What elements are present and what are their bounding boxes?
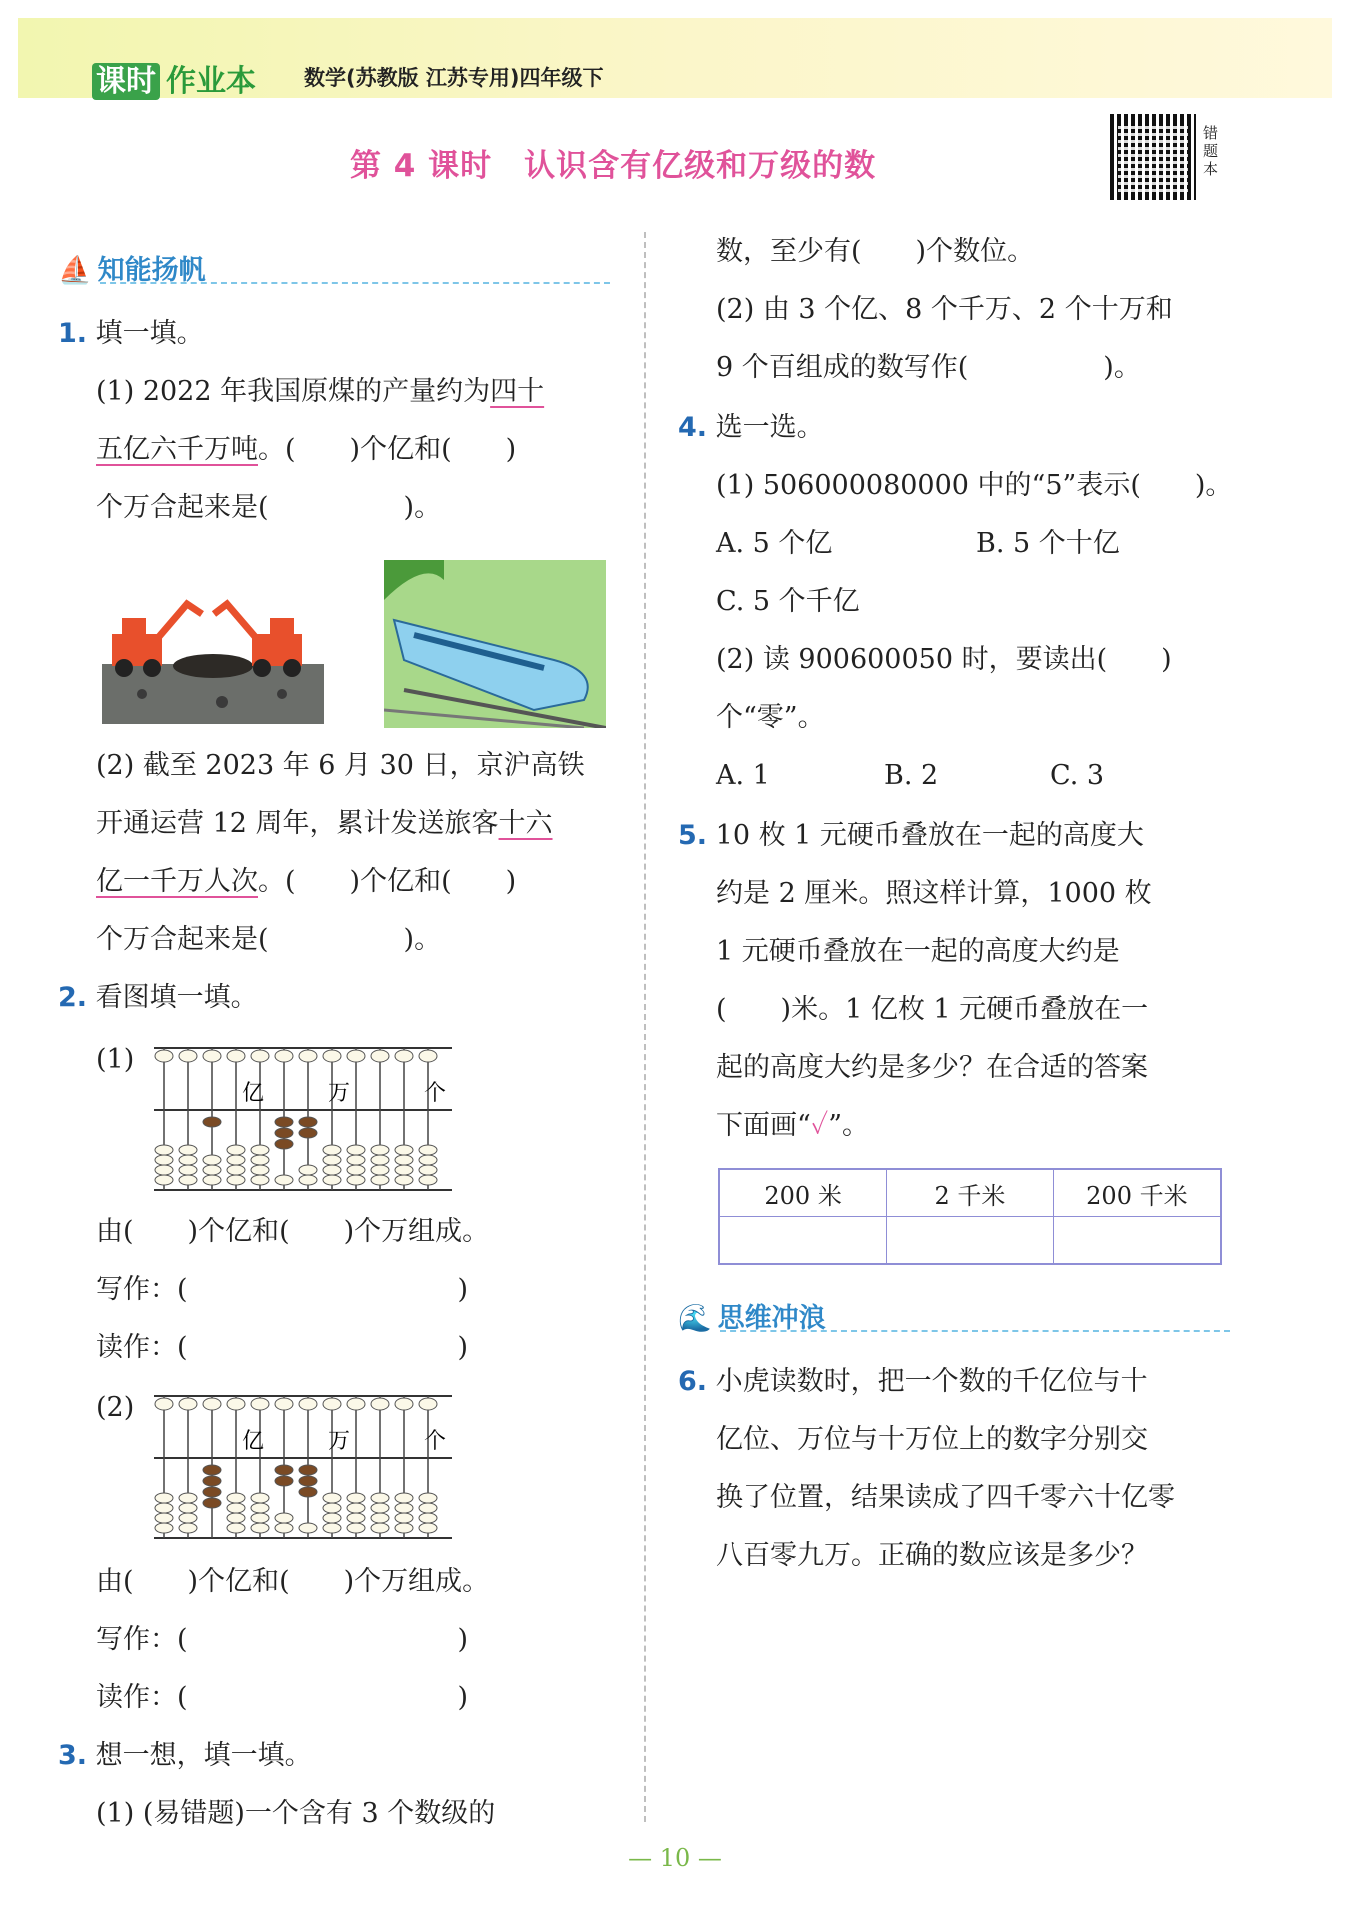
q1-p1-c: 五亿六千万吨 [96, 434, 258, 465]
q4-o2A: A. 1 [716, 760, 770, 791]
q5-number: 5. [678, 820, 708, 851]
table-header-1: 200 米 [719, 1169, 887, 1217]
q4-optB: B. 5 个十亿 [976, 528, 1120, 559]
train-illustration [384, 560, 606, 728]
q6-line2: 亿位、万位与十万位上的数字分别交 [716, 1424, 1148, 1455]
q1-p2-b: 开通运营 12 周年，累计发送旅客 [96, 808, 499, 839]
q1-p1-line1 [96, 376, 544, 408]
q1-p2-e: 。( )个亿和( ) [258, 866, 517, 897]
q2-1-write: 写作：( ) [96, 1274, 469, 1305]
q2-1-compose: 由( )个亿和( )个万组成。 [96, 1216, 490, 1247]
q6-l1: 小虎读数时，把一个数的千亿位与十 [715, 1366, 1148, 1397]
answer-cell-1[interactable] [719, 1217, 887, 1265]
q5-line5: 起的高度大约是多少？在合适的答案 [716, 1052, 1148, 1083]
answer-table [718, 1168, 1222, 1265]
section-title-1: 知能扬帆 [97, 255, 206, 286]
page-number: — 10 — [628, 1844, 722, 1872]
table-header-2: 2 千米 [887, 1169, 1054, 1217]
q1-p2-c: 十六 [498, 808, 553, 839]
abacus2-label-ge: 个 [424, 1429, 447, 1454]
q2-number: 2. [58, 982, 88, 1013]
section-line-1 [100, 282, 610, 284]
q4-heading [678, 412, 824, 444]
column-divider [644, 232, 646, 1822]
q1-p2-line1: (2) 截至 2023 年 6 月 30 日，京沪高铁 [96, 750, 585, 781]
answer-cell-2[interactable] [887, 1217, 1054, 1265]
q1-heading [58, 318, 204, 350]
q2-label-1: (1) [96, 1044, 135, 1075]
abacus-2 [150, 1390, 460, 1540]
section-title-2: 思维冲浪 [717, 1303, 826, 1334]
q3-heading [58, 1740, 312, 1772]
q5-line6 [716, 1110, 869, 1142]
q1-p2-line3 [96, 866, 516, 898]
q4-o2C: C. 3 [1050, 760, 1105, 791]
q6-line3: 换了位置，结果读成了四千零六十亿零 [716, 1482, 1175, 1513]
q1-p2-d: 亿一千万人次 [96, 866, 258, 897]
q1-title: 填一填。 [95, 318, 204, 349]
checkmark-icon: ✓ [810, 1110, 829, 1141]
q6-line1 [678, 1366, 1148, 1398]
lesson-title: 第 4 课时 认识含有亿级和万级的数 [350, 148, 877, 184]
abacus1-label-yi: 亿 [242, 1081, 265, 1106]
qr-code-icon[interactable] [1110, 114, 1196, 200]
logo-text-b: 作业本 [166, 64, 256, 99]
q2-1-read: 读作：( ) [96, 1332, 469, 1363]
abacus1-label-wan: 万 [328, 1081, 351, 1106]
q1-p2-line2 [96, 808, 553, 840]
q2-heading [58, 982, 258, 1014]
q2-label-2: (2) [96, 1392, 135, 1423]
q5-l6c: ”。 [828, 1110, 870, 1141]
q1-p1-d: 。( )个亿和( ) [258, 434, 517, 465]
q1-p1-line2 [96, 434, 516, 466]
q2-title: 看图填一填。 [95, 982, 258, 1013]
answer-cell-3[interactable] [1053, 1217, 1221, 1265]
q4-optA: A. 5 个亿 [716, 528, 833, 559]
q3-title: 想一想，填一填。 [95, 1740, 312, 1771]
q6-number: 6. [678, 1366, 708, 1397]
q5-line3: 1 元硬币叠放在一起的高度大约是 [716, 936, 1120, 967]
q5-line2: 约是 2 厘米。照这样计算，1000 枚 [716, 878, 1152, 909]
q1-p1-a: (1) 2022 年我国原煤的产量约为 [96, 376, 491, 407]
q5-line4: ( )米。1 亿枚 1 元硬币叠放在一 [716, 994, 1149, 1025]
q4-p2-line1: (2) 读 900600050 时，要读出( ) [716, 644, 1172, 675]
abacus2-label-wan: 万 [328, 1429, 351, 1454]
book-subtitle: 数学(苏教版 江苏专用)四年级下 [304, 66, 604, 90]
section-line-2 [720, 1330, 1230, 1332]
sailboat-icon: ⛵ [58, 255, 92, 286]
q3-p1-line1: (1) (易错题)一个含有 3 个数级的 [96, 1798, 496, 1829]
q4-p1: (1) 506000080000 中的“5”表示( )。 [716, 470, 1233, 501]
q1-p2-line4: 个万合起来是( )。 [96, 924, 442, 955]
q2-2-read: 读作：( ) [96, 1682, 469, 1713]
q1-number: 1. [58, 318, 88, 349]
q3-p2-line1: (2) 由 3 个亿、8 个千万、2 个十万和 [716, 294, 1173, 325]
q5-l1: 10 枚 1 元硬币叠放在一起的高度大 [715, 820, 1144, 851]
excavator-illustration [102, 594, 324, 724]
q1-p1-line3: 个万合起来是( )。 [96, 492, 442, 523]
logo-text-a: 课时 [92, 63, 160, 100]
abacus2-label-yi: 亿 [242, 1429, 265, 1454]
q5-l6a: 下面画“ [716, 1110, 811, 1141]
q6-line4: 八百零九万。正确的数应该是多少？ [716, 1540, 1148, 1571]
abacus1-label-ge: 个 [424, 1081, 447, 1106]
q4-number: 4. [678, 412, 708, 443]
q4-p2-line2: 个“零”。 [716, 702, 825, 733]
table-header-3: 200 千米 [1053, 1169, 1221, 1217]
q2-2-write: 写作：( ) [96, 1624, 469, 1655]
q4-optC: C. 5 个千亿 [716, 586, 860, 617]
wave-icon: 🌊 [678, 1303, 712, 1334]
q3-p2-line2: 9 个百组成的数写作( )。 [716, 352, 1141, 383]
q2-2-compose: 由( )个亿和( )个万组成。 [96, 1566, 490, 1597]
qr-label: 错题本 [1203, 124, 1219, 178]
q1-p1-b: 四十 [490, 376, 545, 407]
q3-number: 3. [58, 1740, 88, 1771]
q4-o2B: B. 2 [884, 760, 939, 791]
q4-title: 选一选。 [715, 412, 824, 443]
abacus-1 [150, 1042, 460, 1192]
brand-logo [92, 56, 256, 100]
q3-p1-line2: 数，至少有( )个数位。 [716, 236, 1035, 267]
q5-line1 [678, 820, 1144, 852]
